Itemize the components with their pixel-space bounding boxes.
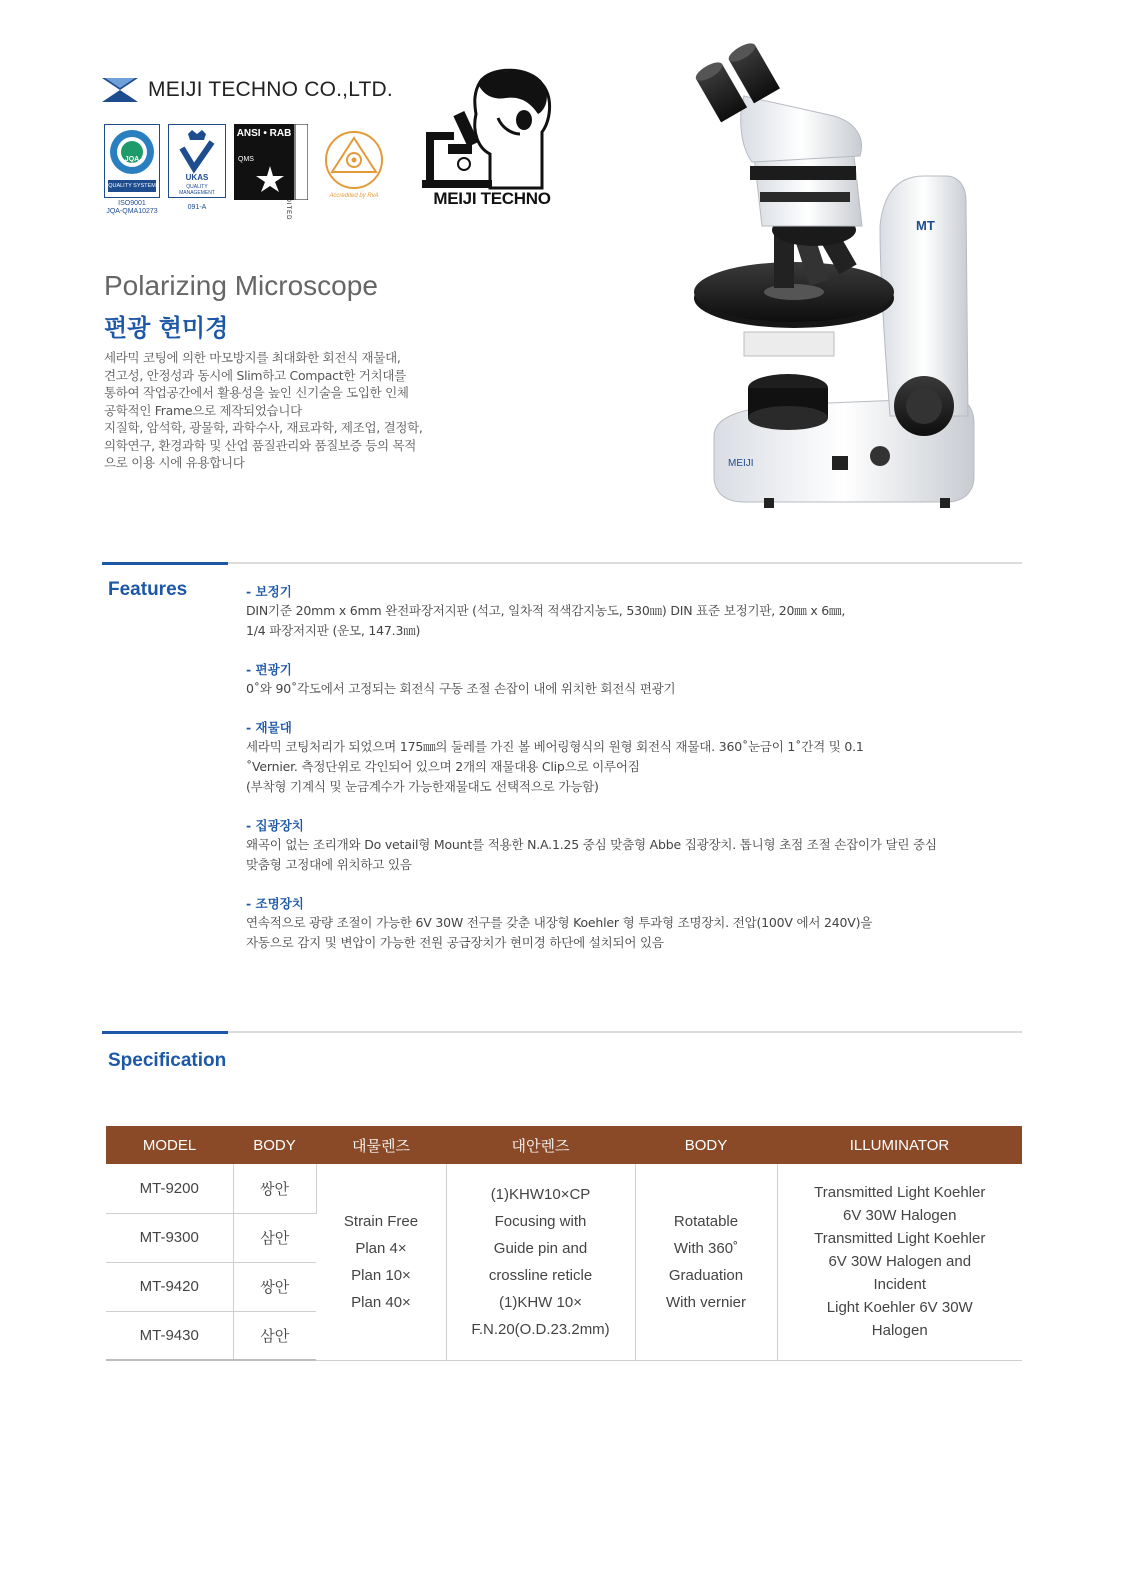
body-cell: 쌍안: [233, 1164, 316, 1213]
rva-caption: Accredited by RvA: [329, 193, 379, 199]
feature-heading: - 재물대: [246, 720, 292, 735]
meiji-techno-logo: [420, 62, 564, 210]
feature-line: (부착형 기계식 및 눈금계수가 가능한재물대도 선택적으로 가능함): [246, 779, 599, 794]
feature-item: [246, 583, 1006, 641]
rva-badge-icon: [316, 124, 392, 204]
feature-item: [246, 719, 1006, 797]
eyepiece-cell: (1)KHW10×CP Focusing with Guide pin and crossline reticle (1)KHW 10× F.N.20(O.D.23.2mm): [446, 1164, 635, 1360]
model-cell: MT-9420: [106, 1262, 233, 1311]
feature-line: 맞춤형 고정대에 위치하고 있음: [246, 857, 412, 872]
body-cell: 삼안: [233, 1311, 316, 1360]
features-divider: [102, 562, 1022, 564]
feature-heading: - 집광장치: [246, 818, 304, 833]
spec-title: Specification: [108, 1050, 227, 1071]
feature-line: 세라믹 코팅처리가 되었으며 175㎜의 둘레를 가진 볼 베어링형식의 원형 회전식 재물대. 360˚눈금이 1˚간격 및 0.1: [246, 739, 864, 754]
model-cell: MT-9430: [106, 1311, 233, 1360]
header-objective: 대물렌즈: [316, 1126, 446, 1164]
header-eyepiece: 대안렌즈: [446, 1126, 635, 1164]
illuminator-cell: Transmitted Light Koehler 6V 30W Halogen Transmitted Light Koehler 6V 30W Halogen and Incident Light Koehler 6V 30W Halogen: [777, 1164, 1022, 1360]
feature-line: 0˚와 90˚각도에서 고정되는 회전식 구동 조절 손잡이 내에 위치한 회전식 편광기: [246, 681, 676, 696]
header-body: BODY: [233, 1126, 316, 1164]
svg-text:MEIJI: MEIJI: [728, 458, 754, 469]
polarizing-microscope-icon: [684, 36, 984, 516]
ukas-badge-icon: [168, 124, 226, 211]
product-intro: [104, 349, 464, 472]
ukas-sub: QUALITY MANAGEMENT: [179, 184, 215, 196]
microscope-image: [684, 36, 984, 516]
ukas-caption: 091-A: [187, 204, 207, 211]
stage-cell: Rotatable With 360˚ Graduation With vernier: [635, 1164, 777, 1360]
feature-line: 왜곡이 없는 조리개와 Do vetail형 Mount를 적용한 N.A.1.25 중심 맞춤형 Abbe 집광장치. 톱니형 초점 조절 손잡이가 달린 중심: [246, 837, 937, 852]
jqa-label: JQA: [124, 156, 140, 163]
body-cell: 삼안: [233, 1213, 316, 1262]
feature-line: 연속적으로 광량 조절이 가능한 6V 30W 전구를 갖춘 내장형 Koehler 형 투과형 조명장치. 전압(100V 에서 240V)을: [246, 915, 873, 930]
features-title: Features: [108, 579, 188, 600]
feature-item: [246, 817, 1006, 875]
intro-line: 의학연구, 환경과학 및 산업 품질관리와 품질보증 등의 목적: [104, 437, 416, 453]
model-cell: MT-9200: [106, 1164, 233, 1213]
body-cell: 쌍안: [233, 1262, 316, 1311]
feature-item: [246, 661, 1006, 699]
spec-header-row: [106, 1126, 1022, 1164]
intro-line: 공학적인 Frame으로 제작되었습니다: [104, 402, 302, 418]
ansi-qms: QMS: [238, 156, 254, 163]
product-title-ko: 편광 현미경: [104, 314, 229, 342]
model-cell: MT-9300: [106, 1213, 233, 1262]
jqa-sub: QUALITY SYSTEM: [108, 183, 156, 189]
header-illuminator: ILLUMINATOR: [777, 1126, 1022, 1164]
intro-line: 지질학, 암석학, 광물학, 과학수사, 재료과학, 제조업, 결정학,: [104, 420, 423, 435]
feature-heading: - 조명장치: [246, 896, 304, 911]
company-brand: [102, 78, 393, 102]
ansi-rab-badge-icon: [234, 124, 308, 221]
feature-line: DIN기준 20mm x 6mm 완전파장저지판 (석고, 일차적 적색감지농도, 530㎚) DIN 표준 보정기판, 20㎜ x 6㎜,: [246, 603, 846, 618]
ansi-accredited: ACCREDITED: [285, 171, 291, 221]
intro-line: 통하여 작업공간에서 활용성을 높인 신기술을 도입한 인체: [104, 385, 409, 400]
spec-divider: [102, 1031, 1022, 1033]
product-title-en: Polarizing Microscope: [104, 270, 378, 301]
intro-line: 으로 이용 시에 유용합니다: [104, 455, 245, 470]
feature-item: [246, 895, 1006, 953]
header-stage-body: BODY: [635, 1126, 777, 1164]
feature-heading: - 보정기: [246, 584, 292, 599]
svg-text:MT: MT: [916, 218, 935, 233]
jqa-badge-icon: [104, 124, 160, 215]
scientist-microscope-icon: [420, 62, 564, 190]
ansi-label: ANSI • RAB: [236, 128, 292, 139]
objective-cell: Strain Free Plan 4× Plan 10× Plan 40×: [316, 1164, 446, 1360]
intro-line: 견고성, 안정성과 동시에 Slim하고 Compact한 거치대를: [104, 367, 406, 383]
meiji-flag-icon: [102, 78, 138, 102]
spec-table: [106, 1126, 1022, 1361]
features-list: [246, 583, 1006, 973]
feature-heading: - 편광기: [246, 662, 292, 677]
ukas-label: UKAS: [185, 173, 209, 182]
jqa-caption: ISO9001 JQA-QMA10273: [106, 200, 158, 215]
table-row: [106, 1164, 1022, 1213]
feature-line: 자동으로 감지 및 변압이 가능한 전원 공급장치가 현미경 하단에 설치되어 있음: [246, 935, 664, 950]
feature-line: ˚Vernier. 측정단위로 각인되어 있으며 2개의 재물대용 Clip으로 이루어짐: [246, 759, 640, 774]
header-model: MODEL: [106, 1126, 233, 1164]
intro-line: 세라믹 코팅에 의한 마모방지를 최대화한 회전식 재물대,: [104, 350, 401, 365]
feature-line: 1/4 파장저지판 (운모, 147.3㎚): [246, 623, 421, 638]
company-name: MEIJI TECHNO CO.,LTD.: [148, 78, 393, 101]
logo-text: MEIJI TECHNO: [433, 189, 551, 208]
